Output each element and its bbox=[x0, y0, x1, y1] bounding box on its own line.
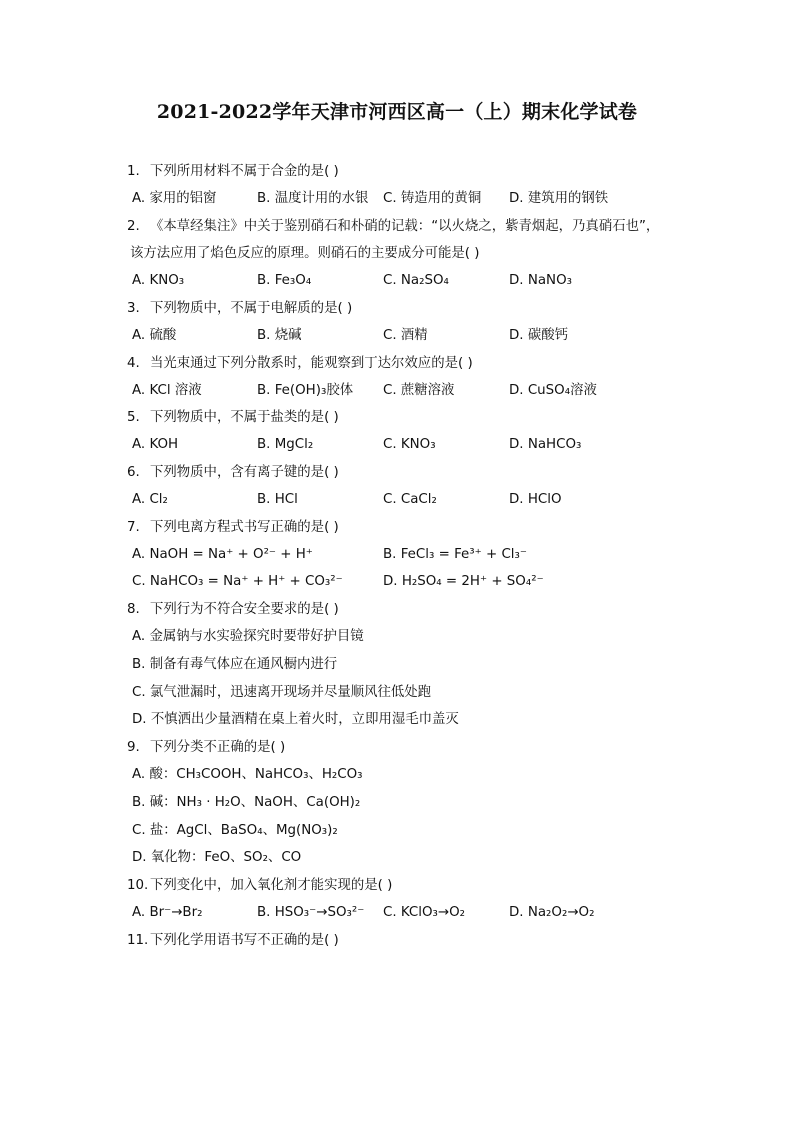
option-b: B. HCl bbox=[257, 492, 298, 507]
option-a: A. NaOH = Na⁺ + O²⁻ + H⁺ bbox=[132, 547, 313, 562]
question-number: 7. bbox=[127, 520, 140, 535]
question-number: 5. bbox=[127, 410, 140, 425]
question-stem: 下列分类不正确的是( ) bbox=[150, 740, 286, 755]
question-number: 6. bbox=[127, 465, 140, 480]
option-a: A. KNO₃ bbox=[132, 273, 185, 288]
option-b: B. Fe₃O₄ bbox=[257, 273, 312, 288]
question-number: 11. bbox=[127, 933, 149, 948]
question-stem-continued: 该方法应用了焰色反应的原理。则硝石的主要成分可能是( ) bbox=[130, 246, 480, 261]
option-c: C. KNO₃ bbox=[383, 437, 436, 452]
option-a: A. 金属钠与水实验探究时要带好护目镜 bbox=[132, 629, 364, 644]
option-b: B. MgCl₂ bbox=[257, 437, 314, 452]
option-c: C. 蔗糖溶液 bbox=[383, 383, 455, 398]
option-a: A. Br⁻→Br₂ bbox=[132, 905, 203, 920]
option-b: B. Fe(OH)₃胶体 bbox=[257, 383, 354, 398]
option-c: C. 盐：AgCl、BaSO₄、Mg(NO₃)₂ bbox=[132, 823, 338, 838]
option-b: B. 制备有毒气体应在通风橱内进行 bbox=[132, 657, 338, 672]
page-title: 2021-2022学年天津市河西区高一（上）期末化学试卷 bbox=[156, 101, 638, 123]
question-stem: 当光束通过下列分散系时，能观察到丁达尔效应的是( ) bbox=[150, 356, 473, 371]
option-b: B. 烧碱 bbox=[257, 328, 302, 343]
question-stem: 下列物质中，不属于电解质的是( ) bbox=[150, 301, 353, 316]
option-d: D. HClO bbox=[509, 492, 562, 507]
question-stem: 下列变化中，加入氧化剂才能实现的是( ) bbox=[150, 878, 393, 893]
option-c: C. 酒精 bbox=[383, 328, 428, 343]
option-a: A. KOH bbox=[132, 437, 179, 452]
question-number: 1. bbox=[127, 164, 140, 179]
question-number: 3. bbox=[127, 301, 140, 316]
option-a: A. Cl₂ bbox=[132, 492, 168, 507]
question-stem: 下列化学用语书写不正确的是( ) bbox=[150, 933, 339, 948]
option-c: C. 氯气泄漏时，迅速离开现场并尽量顺风往低处跑 bbox=[132, 685, 432, 700]
question-number: 10. bbox=[127, 878, 149, 893]
option-d: D. H₂SO₄ = 2H⁺ + SO₄²⁻ bbox=[383, 574, 544, 589]
option-c: C. CaCl₂ bbox=[383, 492, 437, 507]
option-d: D. 不慎洒出少量酒精在桌上着火时，立即用湿毛巾盖灭 bbox=[132, 712, 459, 727]
question-stem: 下列电离方程式书写正确的是( ) bbox=[150, 520, 339, 535]
option-c: C. Na₂SO₄ bbox=[383, 273, 449, 288]
question-number: 8. bbox=[127, 602, 140, 617]
option-d: D. 氧化物：FeO、SO₂、CO bbox=[132, 850, 302, 865]
question-stem: 《本草经集注》中关于鉴别硝石和朴硝的记载：“以火烧之，紫青烟起，乃真硝石也”， bbox=[150, 219, 660, 234]
question-number: 4. bbox=[127, 356, 140, 371]
option-a: A. KCl 溶液 bbox=[132, 383, 202, 398]
option-b: B. FeCl₃ = Fe³⁺ + Cl₃⁻ bbox=[383, 547, 527, 562]
question-stem: 下列物质中，含有离子键的是( ) bbox=[150, 465, 339, 480]
option-c: C. 铸造用的黄铜 bbox=[383, 191, 482, 206]
option-b: B. HSO₃⁻→SO₃²⁻ bbox=[257, 905, 365, 920]
question-stem: 下列物质中，不属于盐类的是( ) bbox=[150, 410, 339, 425]
option-a: A. 硫酸 bbox=[132, 328, 177, 343]
question-number: 2. bbox=[127, 219, 140, 234]
option-a: A. 家用的铝窗 bbox=[132, 191, 217, 206]
option-d: D. NaNO₃ bbox=[509, 273, 572, 288]
question-stem: 下列行为不符合安全要求的是( ) bbox=[150, 602, 339, 617]
option-d: D. 建筑用的钢铁 bbox=[509, 191, 609, 206]
question-number: 9. bbox=[127, 740, 140, 755]
option-b: B. 温度计用的水银 bbox=[257, 191, 369, 206]
option-d: D. CuSO₄溶液 bbox=[509, 383, 597, 398]
option-a: A. 酸：CH₃COOH、NaHCO₃、H₂CO₃ bbox=[132, 767, 363, 782]
option-d: D. 碳酸钙 bbox=[509, 328, 568, 343]
question-stem: 下列所用材料不属于合金的是( ) bbox=[150, 164, 339, 179]
option-c: C. NaHCO₃ = Na⁺ + H⁺ + CO₃²⁻ bbox=[132, 574, 343, 589]
option-d: D. Na₂O₂→O₂ bbox=[509, 905, 595, 920]
option-d: D. NaHCO₃ bbox=[509, 437, 582, 452]
option-c: C. KClO₃→O₂ bbox=[383, 905, 466, 920]
option-b: B. 碱：NH₃ · H₂O、NaOH、Ca(OH)₂ bbox=[132, 795, 361, 810]
